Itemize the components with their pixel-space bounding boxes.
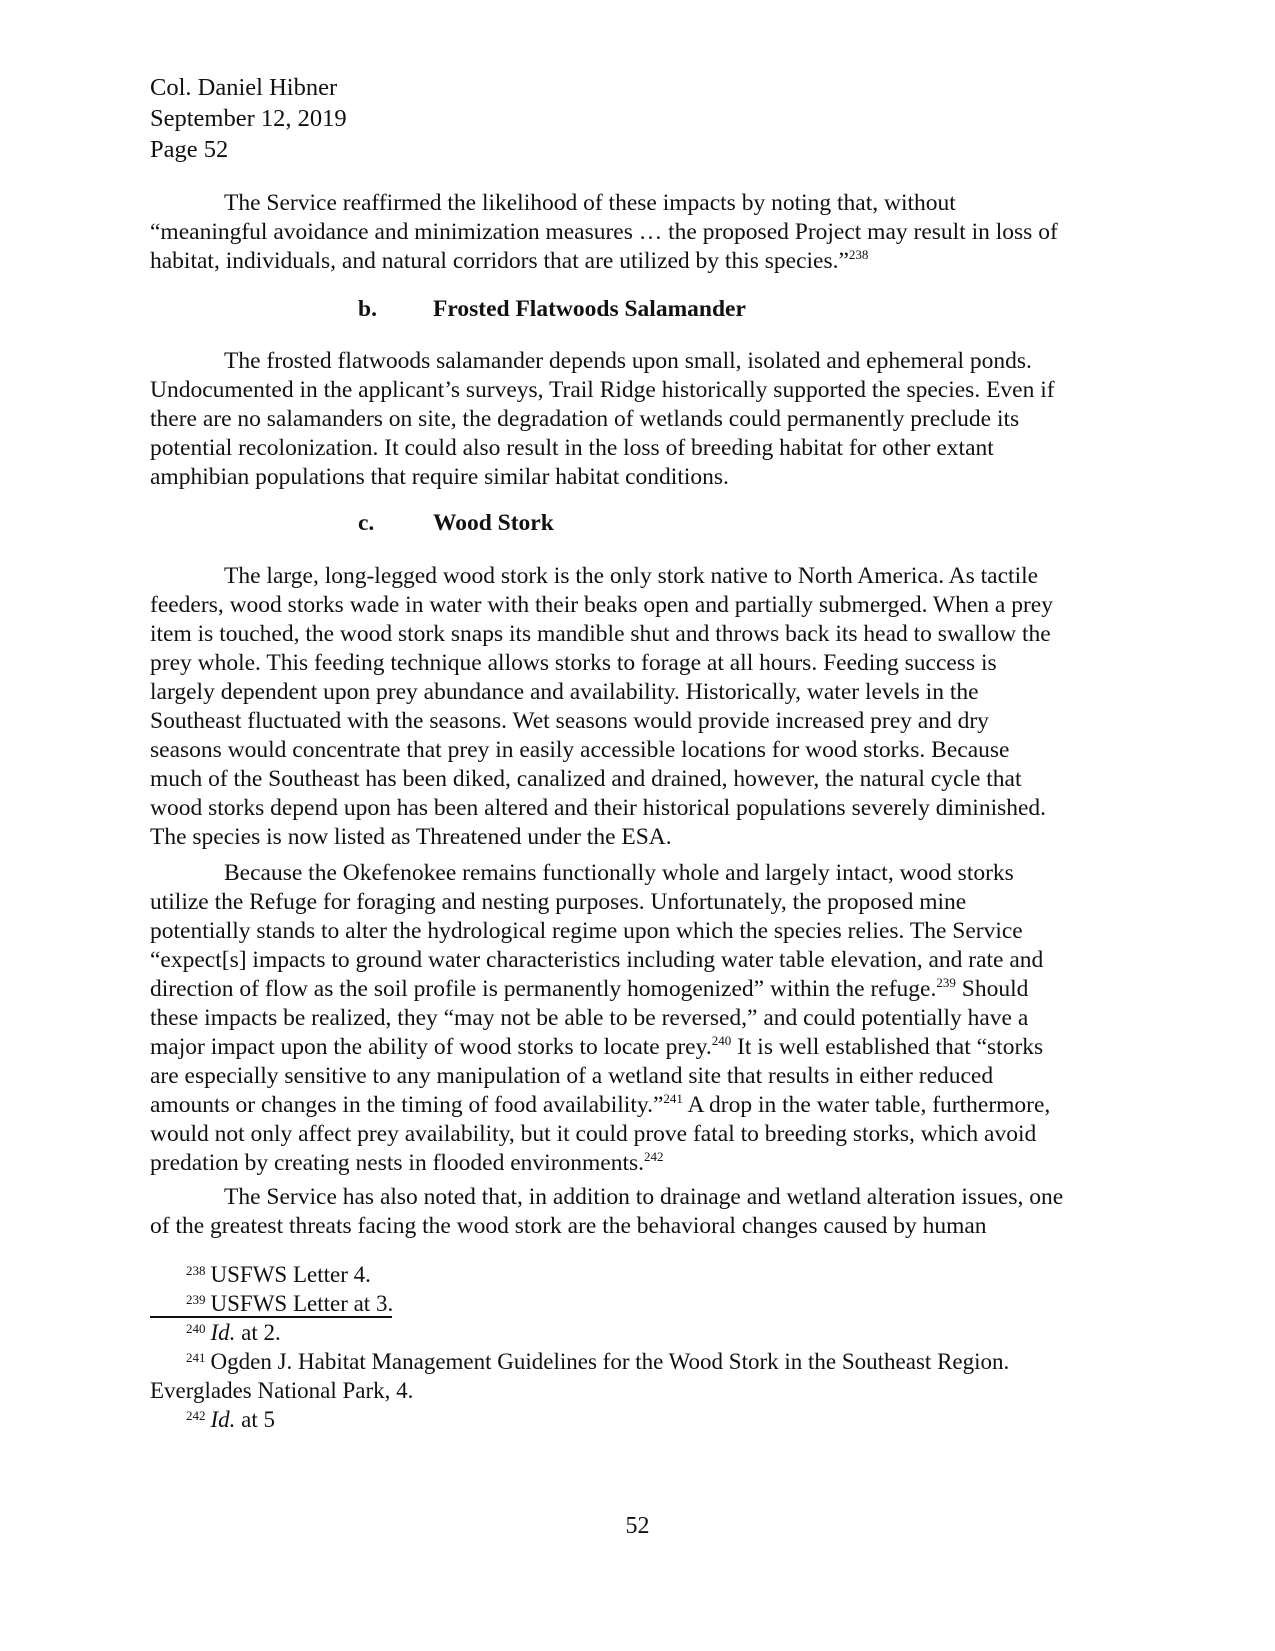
section-heading-c: [358, 509, 858, 538]
text-line: The Service has also noted that, in addition to drainage and wetland alteration issues, one: [224, 1184, 1064, 1210]
footnote-italic-citation: Id.: [210, 1320, 236, 1345]
footnote-text: USFWS Letter at 3.: [210, 1291, 394, 1316]
footnote-number: 240: [186, 1321, 206, 1336]
text-line: utilize the Refuge for foraging and nesting purposes. Unfortunately, the proposed mine: [150, 889, 967, 915]
text-line: Undocumented in the applicant’s surveys, Trail Ridge historically supported the species. Even if: [150, 377, 1055, 403]
footnote-italic-citation: Id.: [210, 1407, 236, 1432]
text-line: “meaningful avoidance and minimization measures … the proposed Project may result in loss of: [150, 219, 1058, 245]
footnote-241: [150, 1347, 1130, 1376]
footnote-reference: 240: [711, 1033, 732, 1048]
footnote-reference: 241: [663, 1091, 683, 1106]
text-line: seasons would concentrate that prey in easily accessible locations for wood storks. Because: [150, 737, 1010, 763]
paragraph-okefenokee: [150, 859, 1120, 1178]
text-line: Southeast fluctuated with the seasons. Wet seasons would provide increased prey and dry: [150, 708, 989, 734]
section-heading-b: [358, 295, 858, 324]
text-line: there are no salamanders on site, the degradation of wetlands could permanently preclude its: [150, 406, 1020, 432]
text-line: [150, 1033, 1120, 1062]
header-recipient: Col. Daniel Hibner: [150, 74, 338, 101]
text-line: wood storks depend upon has been altered and their historical populations severely diminished.: [150, 795, 1047, 821]
footnote-241-continuation: Everglades National Park, 4.: [150, 1378, 414, 1403]
paragraph-service-reaffirmed: [150, 189, 1120, 276]
footnote-number: 242: [186, 1408, 206, 1423]
text-line: The Service reaffirmed the likelihood of these impacts by noting that, without: [224, 190, 956, 216]
text-line: amphibian populations that require similar habitat conditions.: [150, 464, 729, 490]
text-line: “expect[s] impacts to ground water characteristics including water table elevation, and rate and: [150, 947, 1044, 973]
footnote-240: [150, 1318, 1130, 1347]
text-line: are especially sensitive to any manipulation of a wetland site that results in either reduced: [150, 1063, 994, 1089]
text-run: direction of flow as the soil profile is permanently homogenized” within the refuge.: [150, 976, 937, 1002]
text-line: Because the Okefenokee remains functionally whole and largely intact, wood storks: [224, 860, 1014, 886]
paragraph-behavioral-changes: [150, 1183, 1120, 1241]
page-number: 52: [625, 1513, 650, 1539]
heading-letter: b.: [358, 296, 377, 322]
text-run: A drop in the water table, furthermore,: [682, 1092, 1051, 1118]
paragraph-salamander: [150, 347, 1120, 492]
footnote-reference: 238: [848, 247, 869, 262]
text-line: [150, 1091, 1120, 1120]
text-line: would not only affect prey availability, but it could prove fatal to breeding storks, which avoid: [150, 1121, 1037, 1147]
heading-letter: c.: [358, 510, 375, 536]
text-line: feeders, wood storks wade in water with their beaks open and partially submerged. When a prey: [150, 592, 1053, 618]
text-line: [150, 1149, 1120, 1178]
text-run: amounts or changes in the timing of food availability.”: [150, 1092, 664, 1118]
text-line: these impacts be realized, they “may not be able to be reversed,” and could potentially have a: [150, 1005, 1029, 1031]
text-line: potentially stands to alter the hydrological regime upon which the species relies. The Service: [150, 918, 1023, 944]
header-date: September 12, 2019: [150, 105, 347, 132]
text-line: potential recolonization. It could also result in the loss of breeding habitat for other extant: [150, 435, 994, 461]
footnote-text: USFWS Letter 4.: [210, 1262, 371, 1287]
text-run: predation by creating nests in flooded environments.: [150, 1150, 645, 1176]
heading-title: Wood Stork: [433, 510, 554, 536]
text-line: item is touched, the wood stork snaps its mandible shut and throws back its head to swallow the: [150, 621, 1051, 647]
footnote-number: 239: [186, 1292, 206, 1307]
footnote-238: [150, 1260, 1130, 1289]
text-line: of the greatest threats facing the wood stork are the behavioral changes caused by human: [150, 1213, 987, 1239]
footnote-number: 238: [186, 1263, 206, 1278]
text-run: major impact upon the ability of wood storks to locate prey.: [150, 1034, 712, 1060]
text-run: habitat, individuals, and natural corridors that are utilized by this species.”: [150, 248, 849, 274]
footnote-242: [150, 1405, 1130, 1434]
text-line: much of the Southeast has been diked, canalized and drained, however, the natural cycle that: [150, 766, 1022, 792]
text-line: [150, 975, 1120, 1004]
header-page-label: Page 52: [150, 136, 229, 163]
letter-header: [150, 72, 1120, 165]
footnote-text: at 2.: [235, 1320, 281, 1345]
text-line: The species is now listed as Threatened under the ESA.: [150, 824, 672, 850]
footnote-number: 241: [186, 1350, 206, 1365]
heading-title: Frosted Flatwoods Salamander: [433, 296, 746, 322]
footnote-239: [150, 1289, 1130, 1318]
text-line: The frosted flatwoods salamander depends upon small, isolated and ephemeral ponds.: [224, 348, 1032, 374]
text-run: It is well established that “storks: [731, 1034, 1044, 1060]
footnote-reference: 239: [936, 975, 956, 990]
text-line: prey whole. This feeding technique allows storks to forage at all hours. Feeding success is: [150, 650, 997, 676]
footnote-reference: 242: [644, 1149, 664, 1164]
footnotes: [150, 1260, 1130, 1434]
text-line: [150, 247, 1120, 276]
text-line: largely dependent upon prey abundance and availability. Historically, water levels in the: [150, 679, 979, 705]
text-line: The large, long-legged wood stork is the only stork native to North America. As tactile: [224, 563, 1039, 589]
footnote-text: Ogden J. Habitat Management Guidelines for the Wood Stork in the Southeast Region.: [210, 1349, 1010, 1374]
text-run: Should: [955, 976, 1029, 1002]
footnote-text: at 5: [235, 1407, 276, 1432]
paragraph-wood-stork-description: [150, 562, 1120, 852]
